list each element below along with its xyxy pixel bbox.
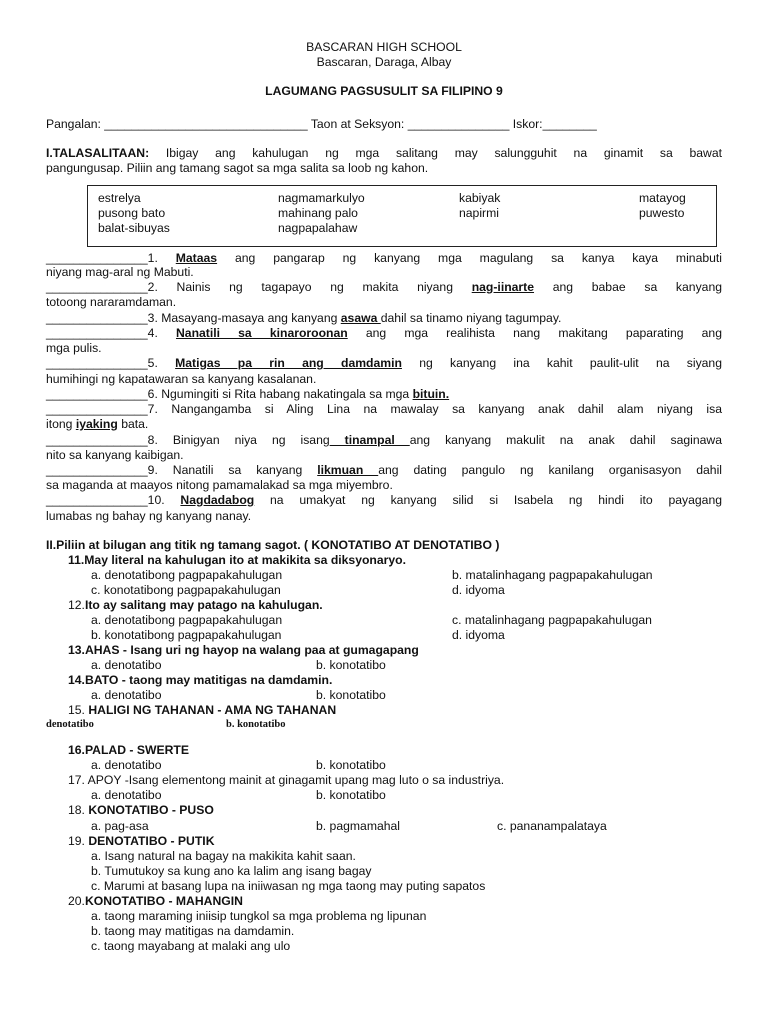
option-20b[interactable]: b. taong may matitigas na damdamin. <box>91 924 295 938</box>
keyword: tinampal <box>329 433 410 447</box>
question-18: 18. KONOTATIBO - PUSO <box>68 803 214 817</box>
option-11d[interactable]: d. idyoma <box>452 583 505 597</box>
option-16a[interactable]: a. denotatibo <box>91 758 162 772</box>
answer-blank[interactable]: _______________ <box>46 311 148 325</box>
option-16b[interactable]: b. konotatibo <box>316 758 386 772</box>
keyword: iyaking <box>75 417 118 431</box>
vocab-item-5-cont: humihingi ng kapatawaran sa kanyang kasalanan. <box>46 372 317 386</box>
word-box-item: pusong bato <box>98 206 166 220</box>
option-19c[interactable]: c. Marumi at basang lupa na iniiwasan ng mga taong may puting sapatos <box>91 879 486 893</box>
vocab-item-10: _______________10. Nagdadabog na umakyat ng kanyang silid si Isabela ng hindi ito payagang <box>46 493 723 507</box>
question-15: 15. HALIGI NG TAHANAN - AMA NG TAHANAN <box>68 703 337 717</box>
keyword: Mataas <box>175 251 218 265</box>
vocab-item-9: _______________9. Nanatili sa kanyang likmuan ang dating pangulo ng kanilang organisasyon dahil <box>46 463 722 477</box>
word-box-item: balat-sibuyas <box>98 221 170 235</box>
vocab-item-8-cont: nito sa kanyang kaibigan. <box>46 448 184 462</box>
vocab-item-6: _______________6. Ngumingiti si Rita habang nakatingala sa mga bituin. <box>46 387 450 401</box>
option-18c[interactable]: c. pananampalataya <box>497 819 607 833</box>
vocab-item-1-cont: niyang mag-aral ng Mabuti. <box>46 265 194 279</box>
word-box-item: napirmi <box>459 206 499 220</box>
vocab-item-7: _______________7. Nangangamba si Aling Lina na mawalay sa kanyang anak dahil alam niyang isa <box>46 402 722 416</box>
option-18a[interactable]: a. pag-asa <box>91 819 149 833</box>
part1-heading: I.TALASALITAAN: <box>46 146 150 160</box>
vocab-item-2: _______________2. Nainis ng tagapayo ng makita niyang nag-iinarte ang babae sa kanyang <box>46 280 722 294</box>
option-20a[interactable]: a. taong maraming iniisip tungkol sa mga problema ng lipunan <box>91 909 427 923</box>
score-field[interactable]: ________ <box>542 117 597 131</box>
school-address: Bascaran, Daraga, Albay <box>316 55 452 69</box>
answer-blank[interactable]: _______________ <box>46 433 148 447</box>
keyword: Nanatili sa kinaroroonan <box>175 326 348 340</box>
word-box-item: puwesto <box>639 206 685 220</box>
vocab-item-8: _______________8. Binigyan niya ng isang tinampal ang kanyang makulit na anak dahil saginawa <box>46 433 722 447</box>
student-info-line <box>46 117 597 131</box>
option-11c[interactable]: c. konotatibong pagpapakahulugan <box>91 583 281 597</box>
option-12b[interactable]: b. konotatibong pagpapakahulugan <box>91 628 282 642</box>
answer-blank[interactable]: _______________ <box>46 356 148 370</box>
word-box <box>87 185 717 247</box>
option-13b[interactable]: b. konotatibo <box>316 658 386 672</box>
score-label: Iskor: <box>512 117 543 131</box>
vocab-item-4-cont: mga pulis. <box>46 341 102 355</box>
word-box-item: nagpapalahaw <box>278 221 358 235</box>
option-13a[interactable]: a. denotatibo <box>91 658 162 672</box>
question-16: 16.PALAD - SWERTE <box>68 743 189 757</box>
vocab-item-1: _______________1. Mataas ang pangarap ng kanyang mga magulang sa kanya kaya minabuti <box>46 251 722 265</box>
question-12: 12.Ito ay salitang may patago na kahulugan. <box>68 598 323 612</box>
keyword: likmuan <box>317 463 379 477</box>
option-14a[interactable]: a. denotatibo <box>91 688 162 702</box>
answer-blank[interactable]: _______________ <box>46 387 148 401</box>
keyword: bituin. <box>412 387 450 401</box>
question-19: 19. DENOTATIBO - PUTIK <box>68 834 215 848</box>
vocab-item-3: _______________3. Masayang-masaya ang kanyang asawa dahil sa tinamo niyang tagumpay. <box>46 311 562 325</box>
school-name: BASCARAN HIGH SCHOOL <box>306 40 462 54</box>
option-18b[interactable]: b. pagmamahal <box>316 819 401 833</box>
answer-blank[interactable]: _______________ <box>46 280 148 294</box>
word-box-item: nagmamarkulyo <box>278 191 365 205</box>
part1-instruction-line2: pangungusap. Piliin ang tamang sagot sa mga salita sa loob ng kahon. <box>46 161 429 175</box>
answer-blank[interactable]: _______________ <box>46 463 148 477</box>
answer-blank[interactable]: _______________ <box>46 493 148 507</box>
option-19a[interactable]: a. Isang natural na bagay na makikita kahit saan. <box>91 849 356 863</box>
option-15a[interactable]: denotatibo <box>46 719 94 730</box>
keyword: asawa <box>340 311 381 325</box>
name-label: Pangalan: <box>46 117 101 131</box>
answer-blank[interactable]: _______________ <box>46 251 148 265</box>
question-11: 11.May literal na kahulugan ito at makikita sa diksyonaryo. <box>68 553 407 567</box>
option-12d[interactable]: d. idyoma <box>452 628 505 642</box>
word-box-item: mahinang palo <box>278 206 358 220</box>
option-11a[interactable]: a. denotatibong pagpapakahulugan <box>91 568 283 582</box>
part1-instruction-line1: Ibigay ang kahulugan ng mga salitang may salungguhit na ginamit sa bawat <box>165 146 722 160</box>
option-11b[interactable]: b. matalinhagang pagpapakahulugan <box>452 568 653 582</box>
part2-heading: II.Piliin at bilugan ang titik ng tamang sagot. ( KONOTATIBO AT DENOTATIBO ) <box>46 538 500 552</box>
keyword: nag-iinarte <box>471 280 535 294</box>
word-box-item: matayog <box>639 191 686 205</box>
option-17b[interactable]: b. konotatibo <box>316 788 386 802</box>
option-12a[interactable]: a. denotatibong pagpapakahulugan <box>91 613 283 627</box>
answer-blank[interactable]: _______________ <box>46 326 148 340</box>
section-label: Taon at Seksyon: <box>310 117 405 131</box>
keyword: Matigas pa rin ang damdamin <box>175 356 402 370</box>
vocab-item-7-cont: itong iyaking bata. <box>46 417 149 431</box>
option-20c[interactable]: c. taong mayabang at malaki ang ulo <box>91 939 291 953</box>
option-19b[interactable]: b. Tumutukoy sa kung ano ka lalim ang isang bagay <box>91 864 372 878</box>
vocab-item-5: _______________5. Matigas pa rin ang damdamin ng kanyang ina kahit paulit-ulit na siyang <box>46 356 722 370</box>
question-20: 20.KONOTATIBO - MAHANGIN <box>68 894 243 908</box>
vocab-item-9-cont: sa maganda at maayos nitong pamamalakad sa mga miyembro. <box>46 478 393 492</box>
vocab-item-10-cont: lumabas ng bahay ng kanyang nanay. <box>46 509 252 523</box>
vocab-item-2-cont: totoong nararamdaman. <box>46 295 177 309</box>
option-12c[interactable]: c. matalinhagang pagpapakahulugan <box>452 613 652 627</box>
question-14: 14.BATO - taong may matitigas na damdamin. <box>68 673 333 687</box>
keyword: Nagdadabog <box>180 493 255 507</box>
option-17a[interactable]: a. denotatibo <box>91 788 162 802</box>
question-13: 13.AHAS - Isang uri ng hayop na walang paa at gumagapang <box>68 643 419 657</box>
answer-blank[interactable]: _______________ <box>46 402 148 416</box>
vocab-item-4: _______________4. Nanatili sa kinaroroonan ang mga realihista nang makitang paparating ang <box>46 326 722 340</box>
option-14b[interactable]: b. konotatibo <box>316 688 386 702</box>
word-box-item: kabiyak <box>459 191 501 205</box>
word-box-item: estrelya <box>98 191 141 205</box>
exam-title: LAGUMANG PAGSUSULIT SA FILIPINO 9 <box>265 84 503 98</box>
name-field[interactable]: ______________________________ <box>104 117 308 131</box>
section-field[interactable]: _______________ <box>407 117 510 131</box>
question-17: 17. APOY -Isang elementong mainit at ginagamit upang mag luto o sa industriya. <box>68 773 505 787</box>
option-15b[interactable]: b. konotatibo <box>226 719 286 730</box>
part1-instruction <box>46 146 722 160</box>
